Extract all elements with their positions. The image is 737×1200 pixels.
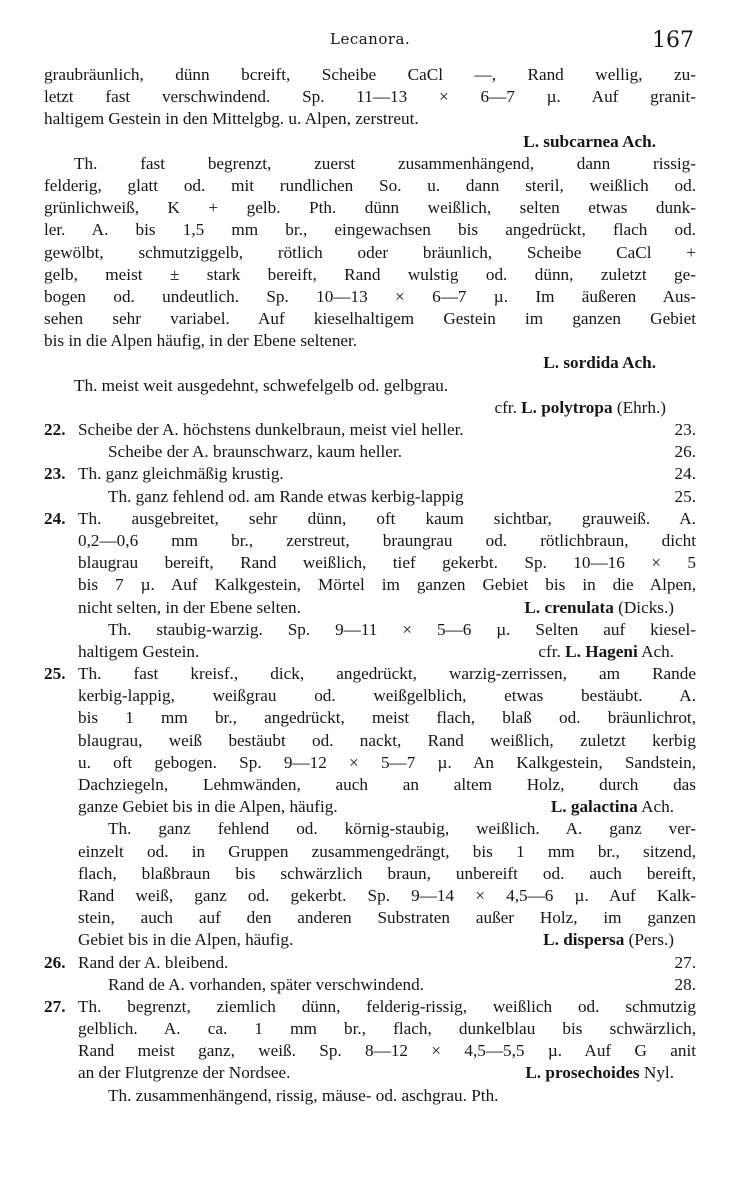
text-line (44, 508, 696, 530)
text-line (44, 685, 696, 707)
text-line: grünlichweiß, K + gelb. Pth. dünn weißlich, selten etwas dunk- (44, 198, 696, 218)
couplet-number: 27. (44, 996, 66, 1016)
text-line (44, 730, 696, 752)
page-body (44, 64, 696, 1107)
taxon-citation (551, 796, 674, 818)
line-text: Dachziegeln, Lehmwänden, auch an altem Holz, durch das (78, 775, 696, 794)
line-text: Rand weiß, ganz od. gekerbt. Sp. 9—14 × 4,5—6 µ. Auf Kalk- (78, 885, 696, 905)
line-text: nicht selten, in der Ebene selten. (78, 597, 301, 617)
text-line (44, 619, 696, 641)
taxon-author: Nyl. (639, 1063, 674, 1083)
couplet-target: 26. (674, 442, 696, 462)
text-line: ler. A. bis 1,5 mm br., eingewachsen bis angedrückt, flach od. (44, 220, 696, 240)
text-line (44, 1018, 696, 1040)
taxon-name: L. sordida Ach. (543, 353, 656, 373)
running-head: Lecanora. (330, 30, 411, 48)
line-text: stein, auch auf den anderen Substraten außer Holz, im ganzen (78, 908, 696, 928)
text-line: haltigem Gestein in den Mittelgbg. u. Alpen, zerstreut. (44, 109, 419, 129)
line-text: Th. fast kreisf., dick, angedrückt, warzig-zerrissen, am Rande (78, 664, 696, 684)
couplet-target: 28. (674, 974, 696, 994)
text-line (44, 1040, 696, 1062)
text-line (44, 707, 696, 729)
text-line: letzt fast verschwindend. Sp. 11—13 × 6—7 µ. Auf granit- (44, 87, 696, 107)
text-line: sehen sehr variabel. Auf kieselhaltigem Gestein im ganzen Gebiet (44, 309, 696, 329)
line-text: einzelt od. in Gruppen zusammengedrängt, bis 1 mm br., sitzend, (78, 841, 696, 861)
line-text: blaugrau bereift, Rand weißlich, tief gekerbt. Sp. 10—16 × 5 (78, 553, 696, 573)
line-text: Rand meist ganz, weiß. Sp. 8—12 × 4,5—5,5 µ. Auf G anit (78, 1041, 696, 1061)
couplet-text: Rand de A. vorhanden, später verschwindend. (108, 974, 424, 994)
couplet-number: 26. (44, 952, 66, 972)
taxon-name: L. galactina (550, 797, 638, 817)
taxon-citation (494, 397, 666, 419)
taxon-author: (Ehrh.) (612, 397, 666, 417)
text-line (44, 1062, 696, 1084)
line-text: Gebiet bis in die Alpen, häufig. (78, 930, 294, 950)
couplet-target: 23. (674, 420, 696, 439)
taxon-name: L. subcarnea Ach. (523, 131, 656, 151)
couplet-target: 27. (674, 952, 696, 972)
line-text: Th. begrenzt, ziemlich dünn, felderig-rissig, weißlich od. schmutzig (78, 996, 696, 1016)
text-line (44, 863, 696, 885)
taxon-name: L. crenulata (524, 597, 614, 617)
line-text: flach, blaßbraun bis schwärzlich braun, unbereift od. auch bereift, (78, 863, 696, 883)
line-text: gelblich. A. ca. 1 mm br., flach, dunkelblau bis schwärzlich, (78, 1019, 696, 1039)
text-line (44, 530, 696, 552)
line-text: u. oft gebogen. Sp. 9—12 × 5—7 µ. An Kalkgestein, Sandstein, (78, 752, 696, 772)
taxon-citation (524, 597, 674, 619)
line-text: ganze Gebiet bis in die Alpen, häufig. (78, 797, 338, 817)
couplet-text: Th. ganz fehlend od. am Rande etwas kerbig-lappig (108, 486, 464, 506)
text-line (44, 1085, 696, 1107)
key-couplet (44, 974, 696, 996)
text-line: graubräunlich, dünn bcreift, Scheibe CaCl —, Rand wellig, zu- (44, 65, 696, 84)
key-couplet (44, 463, 696, 485)
text-line (44, 774, 696, 796)
taxon-author: (Pers.) (624, 930, 674, 950)
text-line: Th. fast begrenzt, zuerst zusammenhängend, dann rissig- (74, 153, 696, 173)
taxon-citation (543, 929, 674, 951)
page-header (0, 0, 737, 60)
cfr-prefix: cfr. (538, 641, 566, 661)
text-line (44, 597, 696, 619)
line-text: 0,2—0,6 mm br., zerstreut, braungrau od. rötlichbraun, dicht (78, 530, 696, 550)
key-couplet (44, 419, 696, 441)
text-line (44, 796, 696, 818)
couplet-number: 24. (44, 508, 66, 528)
couplet-text: Scheibe der A. höchstens dunkelbraun, meist viel heller. (78, 420, 464, 439)
key-couplet (44, 441, 696, 463)
line-text: an der Flutgrenze der Nordsee. (78, 1063, 291, 1083)
text-line (44, 929, 696, 951)
taxon-author: Ach. (637, 797, 674, 817)
couplet-target: 25. (674, 486, 696, 506)
text-line: bogen od. undeutlich. Sp. 10—13 × 6—7 µ. Im äußeren Aus- (44, 286, 696, 306)
couplet-text: Rand der A. bleibend. (78, 952, 229, 972)
taxon-citation (538, 641, 674, 663)
text-line (44, 663, 696, 685)
taxon-name: L. dispersa (543, 930, 625, 950)
line-text: Th. ausgebreitet, sehr dünn, oft kaum sichtbar, grauweiß. A. (78, 508, 696, 528)
key-couplet (44, 952, 696, 974)
text-line: felderig, glatt od. mit rundlichen So. u. dann steril, weißlich od. (44, 175, 696, 195)
couplet-number: 22. (44, 420, 66, 439)
taxon-author: (Dicks.) (613, 597, 674, 617)
line-text: haltigem Gestein. (78, 641, 200, 661)
line-text: blaugrau, weiß bestäubt od. nackt, Rand weißlich, zuletzt kerbig (78, 730, 696, 750)
line-text: Th. zusammenhängend, rissig, mäuse- od. aschgrau. Pth. (108, 1085, 499, 1105)
line-text: bis 1 mm br., angedrückt, meist flach, blaß od. bräunlichrot, (78, 708, 696, 728)
couplet-target: 24. (674, 464, 696, 484)
line-text: Th. staubig-warzig. Sp. 9—11 × 5—6 µ. Selten auf kiesel- (108, 619, 696, 639)
text-line (44, 752, 696, 774)
text-line (44, 641, 696, 663)
taxon-name: L. polytropa (521, 397, 613, 417)
text-line (44, 907, 696, 929)
taxon-heading (44, 352, 696, 374)
text-line (44, 996, 696, 1018)
line-text: kerbig-lappig, weißgrau od. weißgelblich, etwas bestäubt. A. (78, 686, 696, 706)
line-text: Th. ganz fehlend od. körnig-staubig, weißlich. A. ganz ver- (108, 819, 696, 839)
cfr-prefix: cfr. (494, 397, 522, 417)
couplet-text: Scheibe der A. braunschwarz, kaum heller. (108, 442, 402, 462)
text-line: Th. meist weit ausgedehnt, schwefelgelb od. gelbgrau. (74, 375, 449, 395)
page-number: 167 (652, 28, 694, 53)
text-line (44, 841, 696, 863)
text-line: gewölbt, schmutziggelb, rötlich oder bräunlich, Scheibe CaCl + (44, 242, 696, 262)
text-line (44, 885, 696, 907)
text-line (44, 818, 696, 840)
text-line (44, 552, 696, 574)
key-couplet (44, 486, 696, 508)
text-line: gelb, meist ± stark bereift, Rand wulstig od. dünn, zuletzt ge- (44, 264, 696, 284)
couplet-number: 23. (44, 464, 66, 484)
taxon-heading (44, 131, 696, 153)
taxon-author: Ach. (637, 641, 674, 661)
text-line (44, 574, 696, 596)
taxon-name: L. Hageni (565, 641, 638, 661)
cfr-citation (44, 397, 696, 419)
couplet-text: Th. ganz gleichmäßig krustig. (78, 464, 284, 484)
taxon-name: L. prosechoides (525, 1063, 640, 1083)
taxon-citation (525, 1062, 674, 1084)
couplet-number: 25. (44, 664, 66, 684)
text-line: bis in die Alpen häufig, in der Ebene seltener. (44, 331, 358, 351)
line-text: bis 7 µ. Auf Kalkgestein, Mörtel im ganzen Gebiet bis in die Alpen, (78, 575, 696, 595)
